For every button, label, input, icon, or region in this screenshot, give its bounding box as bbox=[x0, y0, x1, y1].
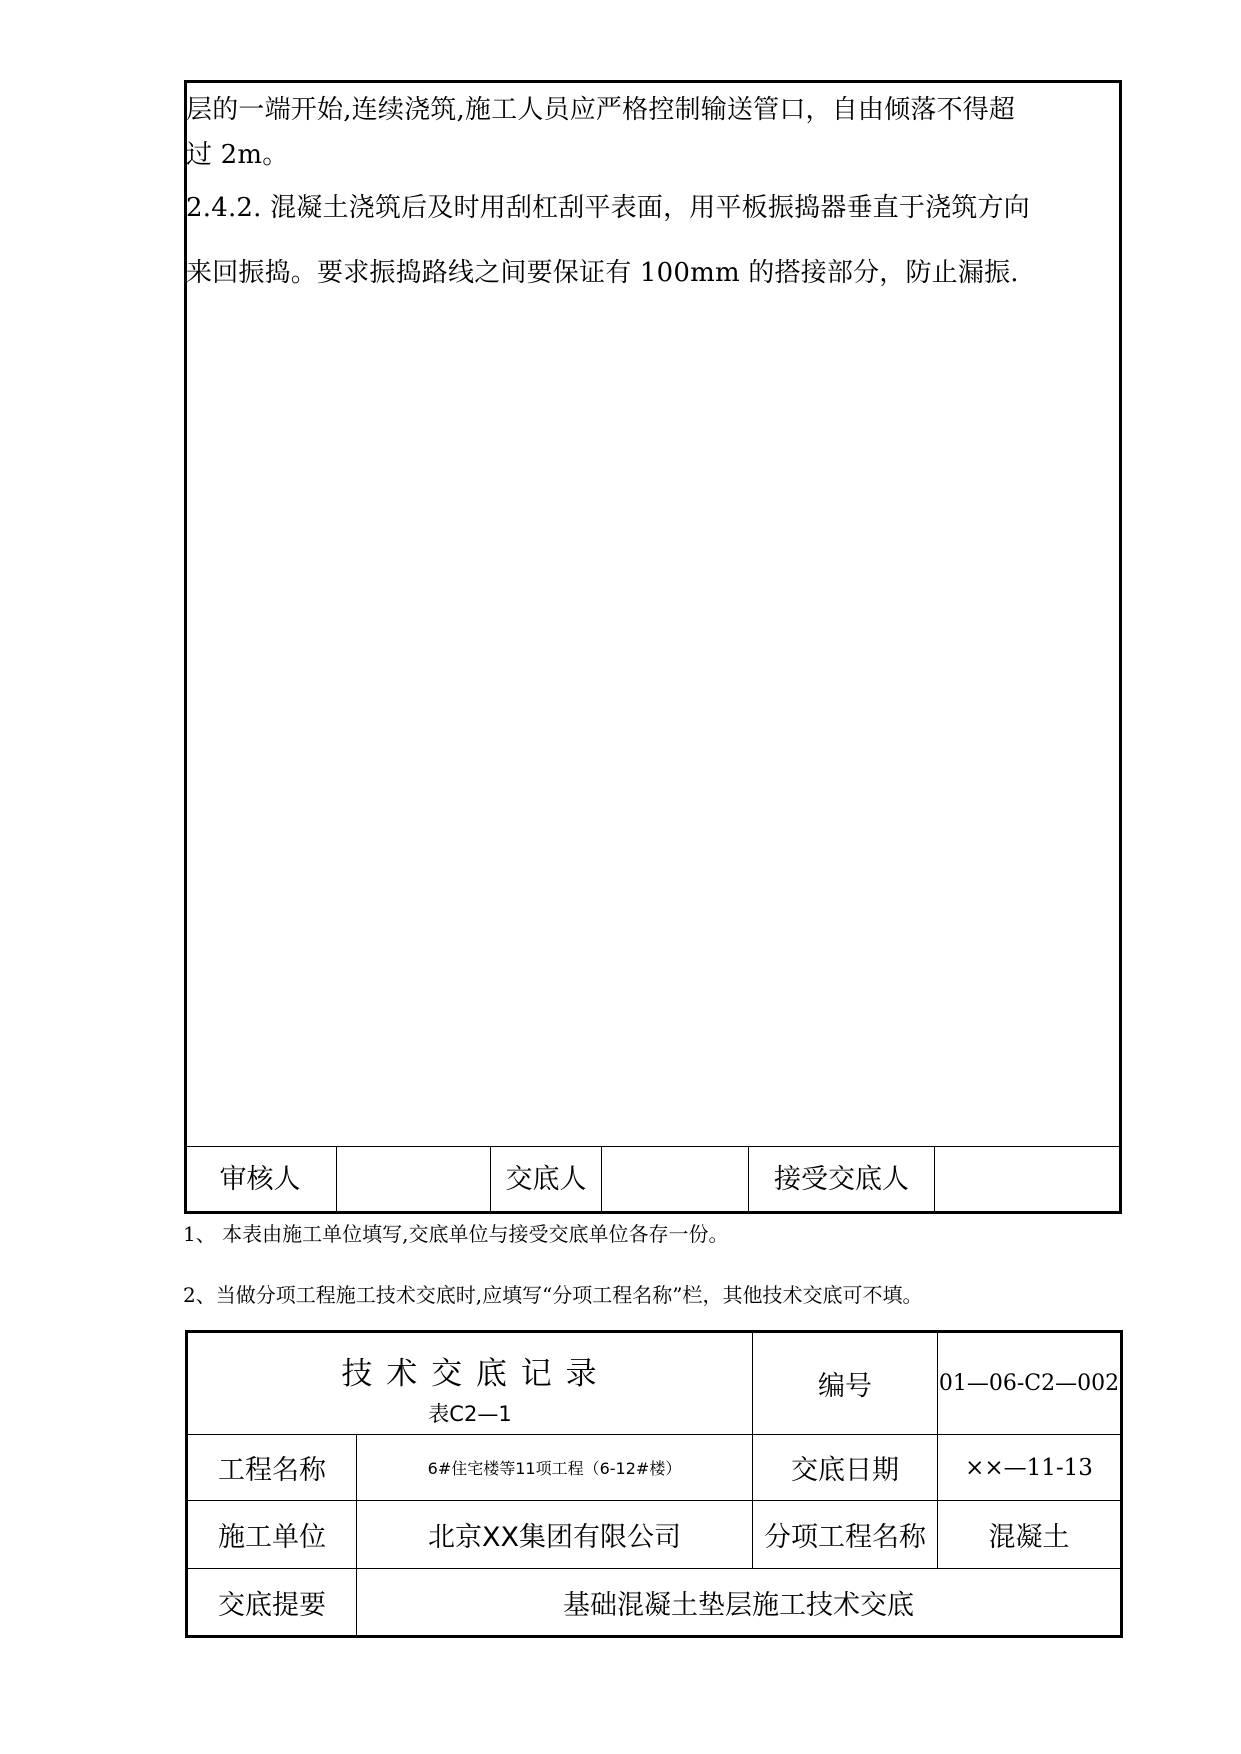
project-name-value: 6#住宅楼等11项工程（6-12#楼） bbox=[427, 1459, 682, 1478]
receiver-label: 接受交底人 bbox=[774, 1164, 909, 1195]
body-text-line: 2.4.2. 混凝土浇筑后及时用刮杠刮平表面，用平板振捣器垂直于浇筑方向 bbox=[186, 193, 1030, 223]
receiver-field[interactable] bbox=[935, 1147, 1119, 1213]
contractor-value: 北京XX集团有限公司 bbox=[428, 1522, 681, 1553]
note-2: 2、当做分项工程施工技术交底时,应填写“分项工程名称”栏，其他技术交底可不填。 bbox=[183, 1283, 923, 1307]
date-value: ××—11-13 bbox=[965, 1454, 1093, 1481]
body-text-line: 过 2m。 bbox=[186, 140, 289, 170]
body-text-line: 层的一端开始,连续浇筑,施工人员应严格控制输送管口，自由倾落不得超 bbox=[186, 95, 1016, 125]
date-label: 交底日期 bbox=[791, 1455, 899, 1486]
reviewer-label: 审核人 bbox=[219, 1164, 301, 1195]
number-value: 01—06-C2—002 bbox=[938, 1371, 1120, 1396]
summary-value: 基础混凝土垫层施工技术交底 bbox=[563, 1589, 914, 1621]
contractor-label: 施工单位 bbox=[218, 1522, 326, 1553]
signature-row bbox=[184, 1146, 1122, 1214]
technical-briefing-header-table bbox=[185, 1330, 1123, 1638]
summary-label: 交底提要 bbox=[218, 1589, 326, 1621]
reviewer-field[interactable] bbox=[337, 1147, 490, 1213]
form-code: 表C2—1 bbox=[428, 1402, 512, 1426]
number-label: 编号 bbox=[818, 1371, 872, 1402]
presenter-label: 交底人 bbox=[505, 1164, 587, 1195]
note-1: 1、 本表由施工单位填写,交底单位与接受交底单位各存一份。 bbox=[183, 1222, 729, 1246]
form-title: 技 术 交 底 记 录 bbox=[341, 1355, 599, 1392]
subitem-value: 混凝土 bbox=[988, 1522, 1070, 1553]
subitem-label: 分项工程名称 bbox=[764, 1522, 926, 1553]
continuation-table bbox=[184, 80, 1122, 1214]
presenter-field[interactable] bbox=[602, 1147, 748, 1213]
project-name-label: 工程名称 bbox=[218, 1455, 326, 1486]
body-text-line: 来回振捣。要求振捣路线之间要保证有 100mm 的搭接部分，防止漏振. bbox=[186, 258, 1019, 288]
